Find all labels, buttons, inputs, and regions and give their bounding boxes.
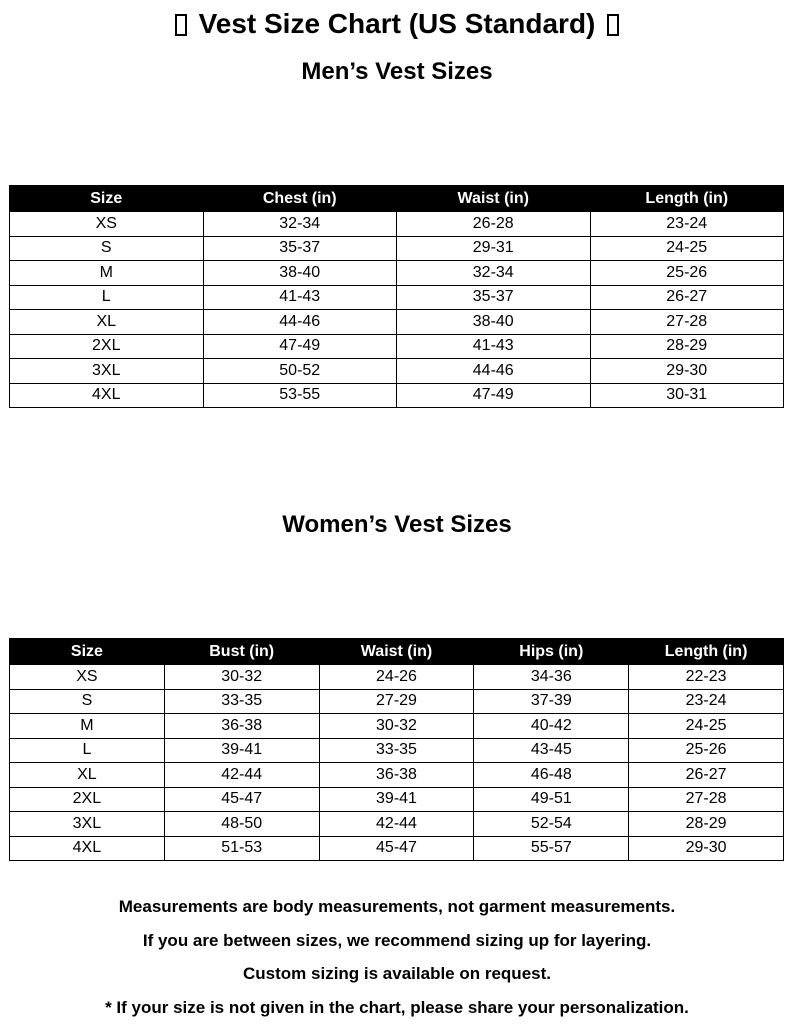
table-row — [10, 310, 784, 335]
measurement-cell: 55-57 — [474, 836, 629, 861]
womens-size-table — [9, 638, 784, 861]
measurement-cell: 26-27 — [590, 285, 784, 310]
measurement-cell: 29-31 — [397, 236, 591, 261]
measurement-cell: 25-26 — [590, 261, 784, 286]
measurement-cell: 41-43 — [397, 334, 591, 359]
womens-section-title: Women’s Vest Sizes — [282, 511, 512, 538]
measurement-cell: 36-38 — [319, 763, 474, 788]
measurement-cell: 35-37 — [203, 236, 397, 261]
measurement-cell: 49-51 — [474, 787, 629, 812]
size-cell: M — [10, 261, 204, 286]
table-row — [10, 738, 784, 763]
size-cell: XS — [10, 665, 165, 690]
size-cell: M — [10, 714, 165, 739]
measurement-cell: 32-34 — [397, 261, 591, 286]
table-row — [10, 665, 784, 690]
column-header: Waist (in) — [397, 186, 591, 212]
measurement-cell: 27-28 — [629, 787, 784, 812]
measurement-cell: 51-53 — [164, 836, 319, 861]
size-cell: L — [10, 738, 165, 763]
measurement-cell: 33-35 — [164, 689, 319, 714]
measurement-cell: 39-41 — [319, 787, 474, 812]
table-row — [10, 383, 784, 408]
measurement-cell: 24-25 — [590, 236, 784, 261]
column-header: Length (in) — [590, 186, 784, 212]
table-row — [10, 714, 784, 739]
size-cell: 3XL — [10, 812, 165, 837]
measurement-cell: 27-29 — [319, 689, 474, 714]
box-glyph-icon — [607, 14, 619, 36]
measurement-cell: 41-43 — [203, 285, 397, 310]
measurement-cell: 28-29 — [629, 812, 784, 837]
column-header: Hips (in) — [474, 639, 629, 665]
measurement-cell: 25-26 — [629, 738, 784, 763]
measurement-cell: 26-28 — [397, 212, 591, 237]
measurement-cell: 38-40 — [397, 310, 591, 335]
table-header-row — [10, 186, 784, 212]
measurement-cell: 50-52 — [203, 359, 397, 384]
size-cell: XL — [10, 310, 204, 335]
column-header: Length (in) — [629, 639, 784, 665]
measurement-cell: 47-49 — [397, 383, 591, 408]
table-row — [10, 359, 784, 384]
size-cell: 2XL — [10, 787, 165, 812]
measurement-cell: 45-47 — [319, 836, 474, 861]
page-title-text: Vest Size Chart (US Standard) — [198, 8, 596, 39]
size-cell: S — [10, 689, 165, 714]
note-line: Measurements are body measurements, not garment measurements. — [118, 897, 676, 916]
measurement-cell: 39-41 — [164, 738, 319, 763]
measurement-cell: 35-37 — [397, 285, 591, 310]
page-title — [0, 4, 794, 44]
measurement-cell: 24-26 — [319, 665, 474, 690]
size-cell: S — [10, 236, 204, 261]
note-line: Custom sizing is available on request. — [243, 964, 551, 984]
table-row — [10, 812, 784, 837]
column-header: Chest (in) — [203, 186, 397, 212]
size-cell: 3XL — [10, 359, 204, 384]
note-line: If you are between sizes, we recommend sizing up for layering. — [142, 930, 652, 950]
measurement-cell: 30-32 — [164, 665, 319, 690]
measurement-cell: 30-31 — [590, 383, 784, 408]
column-header: Size — [10, 639, 165, 665]
measurement-cell: 40-42 — [474, 714, 629, 739]
measurement-cell: 22-23 — [629, 665, 784, 690]
measurement-cell: 38-40 — [203, 261, 397, 286]
measurement-cell: 42-44 — [164, 763, 319, 788]
size-cell: L — [10, 285, 204, 310]
size-cell: 2XL — [10, 334, 204, 359]
table-row — [10, 236, 784, 261]
measurement-cell: 29-30 — [629, 836, 784, 861]
table-row — [10, 787, 784, 812]
measurement-cell: 53-55 — [203, 383, 397, 408]
measurement-cell: 43-45 — [474, 738, 629, 763]
box-glyph-icon — [175, 14, 187, 36]
size-cell: 4XL — [10, 836, 165, 861]
measurement-cell: 34-36 — [474, 665, 629, 690]
table-row — [10, 261, 784, 286]
size-cell: XS — [10, 212, 204, 237]
measurement-cell: 28-29 — [590, 334, 784, 359]
table-row — [10, 763, 784, 788]
measurement-cell: 32-34 — [203, 212, 397, 237]
column-header: Bust (in) — [164, 639, 319, 665]
mens-size-table — [9, 185, 784, 408]
measurement-cell: 45-47 — [164, 787, 319, 812]
table-row — [10, 212, 784, 237]
table-row — [10, 334, 784, 359]
measurement-cell: 23-24 — [629, 689, 784, 714]
table-row — [10, 285, 784, 310]
mens-section-title: Men’s Vest Sizes — [301, 58, 493, 85]
measurement-cell: 23-24 — [590, 212, 784, 237]
measurement-cell: 44-46 — [397, 359, 591, 384]
measurement-cell: 26-27 — [629, 763, 784, 788]
measurement-cell: 27-28 — [590, 310, 784, 335]
measurement-cell: 36-38 — [164, 714, 319, 739]
measurement-cell: 47-49 — [203, 334, 397, 359]
table-row — [10, 836, 784, 861]
measurement-cell: 48-50 — [164, 812, 319, 837]
notes-block — [0, 893, 794, 1028]
measurement-cell: 30-32 — [319, 714, 474, 739]
size-cell: XL — [10, 763, 165, 788]
measurement-cell: 37-39 — [474, 689, 629, 714]
measurement-cell: 52-54 — [474, 812, 629, 837]
note-line: * If your size is not given in the chart, please share your personalization. — [105, 998, 689, 1018]
column-header: Size — [10, 186, 204, 212]
measurement-cell: 33-35 — [319, 738, 474, 763]
measurement-cell: 42-44 — [319, 812, 474, 837]
measurement-cell: 46-48 — [474, 763, 629, 788]
measurement-cell: 24-25 — [629, 714, 784, 739]
measurement-cell: 29-30 — [590, 359, 784, 384]
measurement-cell: 44-46 — [203, 310, 397, 335]
table-header-row — [10, 639, 784, 665]
size-cell: 4XL — [10, 383, 204, 408]
column-header: Waist (in) — [319, 639, 474, 665]
table-row — [10, 689, 784, 714]
